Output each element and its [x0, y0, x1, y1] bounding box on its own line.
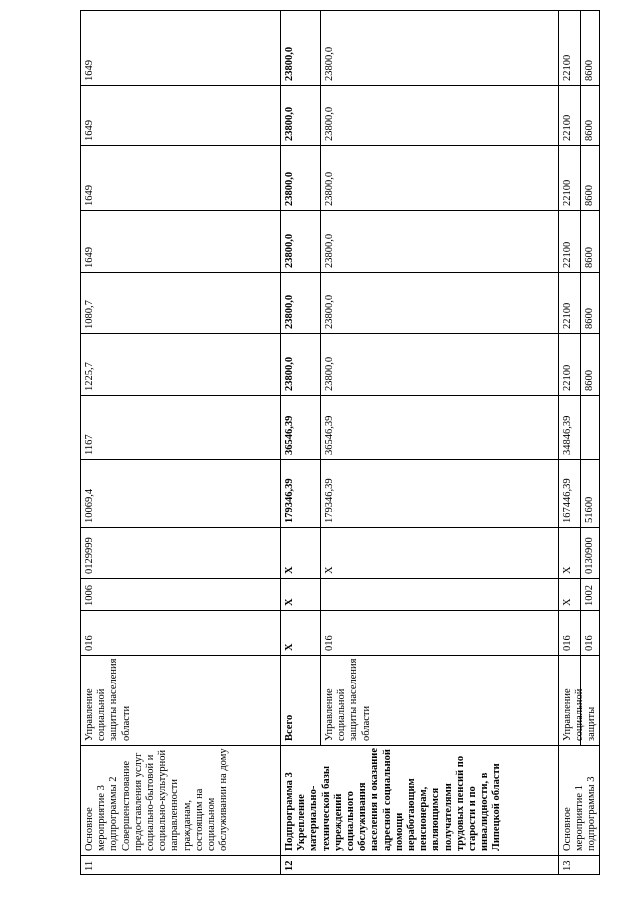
- value-cell: [558, 145, 580, 210]
- row-number-cell: [280, 855, 558, 875]
- value-cell-text: 8600: [584, 247, 595, 268]
- executor-total-cell-text: Всего: [284, 714, 295, 741]
- value-cell-text: 23800,0: [284, 106, 295, 141]
- value-cell-text: 23800,0: [324, 46, 335, 81]
- value-cell: [320, 395, 558, 459]
- value-cell: [580, 10, 600, 85]
- csr-cell: [320, 527, 558, 578]
- grbs-cell-text: 016: [584, 635, 595, 651]
- value-cell: [280, 333, 320, 395]
- value-cell: [320, 459, 558, 527]
- value-cell: [558, 272, 580, 333]
- executor-cell-text: Управление социальной защиты населения области: [84, 658, 132, 741]
- rzpr-cell: [558, 578, 580, 610]
- value-cell: [558, 10, 580, 85]
- value-cell-text: 23800,0: [284, 46, 295, 81]
- rzpr-cell: [80, 578, 280, 610]
- grbs-cell-text: 016: [84, 635, 95, 651]
- grbs-cell: [580, 610, 600, 655]
- value-cell-text: 1167: [84, 434, 95, 455]
- value-cell-text: 167446,39: [562, 478, 573, 523]
- value-cell-text: 1649: [84, 185, 95, 206]
- grbs-cell: [80, 610, 280, 655]
- value-cell-text: 22100: [562, 364, 573, 391]
- grbs-cell-text: 016: [562, 635, 573, 651]
- value-cell-text: 8600: [584, 185, 595, 206]
- rzpr-cell-text: 1006: [84, 585, 95, 606]
- value-cell: [280, 10, 320, 85]
- value-cell-text: 34846,39: [562, 415, 573, 455]
- value-cell-text: 23800,0: [324, 294, 335, 329]
- value-cell-text: 23800,0: [324, 106, 335, 141]
- value-cell-text: 23800,0: [324, 356, 335, 391]
- rzpr-cell-text: [320, 578, 558, 610]
- value-cell: [280, 459, 320, 527]
- value-cell-text: 36546,39: [284, 415, 295, 455]
- rzpr-cell-text: X: [562, 598, 573, 606]
- value-cell: [280, 395, 320, 459]
- value-cell: [80, 333, 280, 395]
- row-number-cell: [558, 855, 600, 875]
- value-cell-text: 23800,0: [284, 233, 295, 268]
- value-cell-text: 23800,0: [324, 171, 335, 206]
- value-cell-text: 23800,0: [284, 356, 295, 391]
- csr-cell: [580, 527, 600, 578]
- subprogram-name-cell-text: Подпрограмма 3 Укрепление материально-технической базы учреждений социального обслуживания населения и оказание адресной социальной помощи неработающим пенсионерам, являющимся получателями трудовых пенсий по старости и по инвалидности, в Липецкой области: [284, 747, 503, 851]
- value-cell-text: 179346,39: [324, 478, 335, 523]
- value-cell: [558, 333, 580, 395]
- value-cell-text: 51600: [584, 496, 595, 523]
- measure-name-cell: [558, 745, 600, 855]
- csr-cell: [280, 527, 320, 578]
- csr-cell: [80, 527, 280, 578]
- value-cell: [558, 210, 580, 272]
- value-cell-text: 179346,39: [284, 478, 295, 523]
- grbs-cell: [558, 610, 580, 655]
- value-cell: [80, 145, 280, 210]
- value-cell-text: 1080,7: [84, 300, 95, 329]
- grbs-cell: [320, 610, 558, 655]
- csr-cell: [558, 527, 580, 578]
- executor-cell: [558, 655, 600, 745]
- value-cell: [580, 272, 600, 333]
- rzpr-cell: [580, 578, 600, 610]
- value-cell: [580, 145, 600, 210]
- csr-cell-text: 0130900: [584, 537, 595, 574]
- value-cell: [80, 272, 280, 333]
- value-cell-text: 22100: [562, 114, 573, 141]
- rzpr-cell-text: 1002: [584, 585, 595, 606]
- value-cell-text: 22100: [562, 302, 573, 329]
- value-cell: [580, 85, 600, 145]
- value-cell-text: 1225,7: [84, 362, 95, 391]
- measure-name-cell: [80, 745, 280, 855]
- csr-cell-text: X: [562, 566, 573, 574]
- executor-total-cell: [280, 655, 320, 745]
- value-cell: [320, 85, 558, 145]
- rzpr-cell: [320, 578, 558, 610]
- grbs-cell-text: X: [284, 643, 295, 651]
- row-number-cell-text: 13: [562, 860, 573, 871]
- value-cell: [280, 210, 320, 272]
- executor-cell-text: Управление социальной защиты населения области: [324, 658, 372, 741]
- value-cell: [580, 395, 600, 459]
- value-cell-text: 8600: [584, 60, 595, 81]
- value-cell: [580, 333, 600, 395]
- executor-cell: [320, 655, 558, 745]
- budget-table-sheet: [80, 10, 600, 875]
- value-cell-text: [580, 395, 600, 459]
- value-cell: [320, 333, 558, 395]
- csr-cell-text: X: [284, 566, 295, 574]
- value-cell: [280, 272, 320, 333]
- value-cell-text: 23800,0: [284, 294, 295, 329]
- row-number-cell-text: 12: [284, 860, 295, 871]
- value-cell-text: 10069,4: [84, 488, 95, 523]
- csr-cell-text: X: [324, 566, 335, 574]
- value-cell: [320, 272, 558, 333]
- executor-cell: [80, 655, 280, 745]
- value-cell: [280, 145, 320, 210]
- value-cell: [80, 395, 280, 459]
- value-cell: [558, 459, 580, 527]
- value-cell-text: 23800,0: [324, 233, 335, 268]
- executor-cell-text: Управление социальной защиты: [562, 688, 598, 741]
- value-cell: [80, 459, 280, 527]
- value-cell: [320, 10, 558, 85]
- value-cell: [80, 210, 280, 272]
- value-cell: [558, 395, 580, 459]
- value-cell-text: 8600: [584, 120, 595, 141]
- measure-name-cell-text: Основное мероприятие 1 подпрограммы 3: [562, 776, 598, 851]
- value-cell: [280, 85, 320, 145]
- value-cell: [580, 459, 600, 527]
- value-cell: [320, 145, 558, 210]
- value-cell-text: 22100: [562, 179, 573, 206]
- value-cell-text: 1649: [84, 120, 95, 141]
- subprogram-name-cell: [280, 745, 558, 855]
- value-cell-text: 22100: [562, 241, 573, 268]
- value-cell: [558, 85, 580, 145]
- value-cell-text: 8600: [584, 308, 595, 329]
- value-cell-text: 8600: [584, 370, 595, 391]
- value-cell: [580, 210, 600, 272]
- value-cell-text: 36546,39: [324, 415, 335, 455]
- value-cell-text: 1649: [84, 247, 95, 268]
- row-number-cell: [80, 855, 280, 875]
- rzpr-cell-text: X: [284, 598, 295, 606]
- rzpr-cell: [280, 578, 320, 610]
- row-number-cell-text: 11: [84, 860, 95, 871]
- value-cell: [320, 210, 558, 272]
- grbs-cell: [280, 610, 320, 655]
- measure-name-cell-text: Основное мероприятие 3 подпрограммы 2 Совершенствование предоставления услуг социально-бытовой и социально-культурной направленности гражданам, состоящим на социальном обслуживании на дому: [84, 748, 230, 851]
- csr-cell-text: 0129999: [84, 537, 95, 574]
- value-cell-text: 23800,0: [284, 171, 295, 206]
- value-cell-text: 1649: [84, 60, 95, 81]
- grbs-cell-text: 016: [324, 635, 335, 651]
- value-cell: [80, 85, 280, 145]
- value-cell: [80, 10, 280, 85]
- value-cell-text: 22100: [562, 54, 573, 81]
